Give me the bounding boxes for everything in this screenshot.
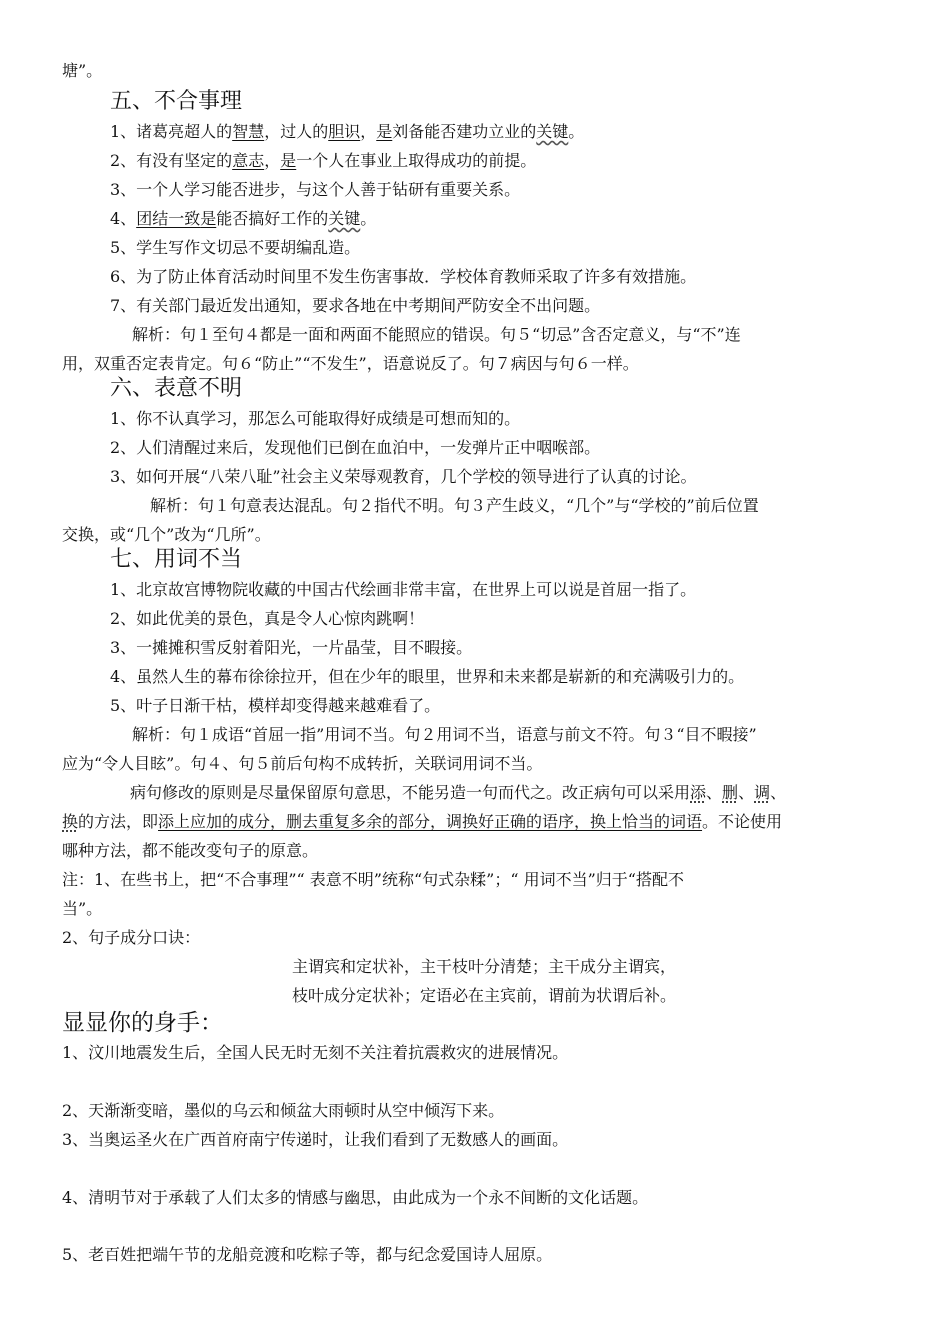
s7-item-2: 2、如此优美的景色，真是令人心惊肉跳啊！	[110, 609, 425, 628]
section-heading-6: 六、表意不明	[110, 376, 243, 401]
section-heading-7: 七、用词不当	[110, 547, 243, 572]
s7-item-3: 3、一摊摊积雪反射着阳光，一片晶莹，目不暇接。	[110, 638, 473, 657]
s6-analysis-line-2: 交换，或“几个”改为“几所”。	[62, 525, 271, 544]
s7-item-1: 1、北京故宫博物院收藏的中国古代绘画非常丰富，在世界上可以说是首屈一指了。	[110, 580, 697, 599]
exercise-question-2: 2、天渐渐变暗，墨似的乌云和倾盆大雨顿时从空中倾泻下来。	[62, 1101, 505, 1120]
exercise-question-1: 1、汶川地震发生后，全国人民无时无刻不关注着抗震救灾的进展情况。	[62, 1043, 569, 1062]
s6-item-3: 3、如何开展“八荣八耻”社会主义荣辱观教育，几个学校的领导进行了认真的讨论。	[110, 467, 697, 486]
s5-item-6: 6、为了防止体育活动时间里不发生伤害事故．学校体育教师采取了许多有效措施。	[110, 267, 697, 286]
s6-item-2: 2、人们清醒过来后，发现他们已倒在血泊中，一发弹片正中咽喉部。	[110, 438, 601, 457]
s6-item-1: 1、你不认真学习，那怎么可能取得好成绩是可想而知的。	[110, 409, 521, 428]
principle-line-2: 换的方法，即添上应加的成分，删去重复多余的部分，调换好正确的语序，换上恰当的词语。不论使用	[62, 812, 783, 831]
note-1-line-2: 当”。	[62, 899, 103, 918]
s7-analysis-line-2: 应为“令人目眩”。句４、句５前后句构不成转折，关联词用词不当。	[62, 754, 543, 773]
s5-item-5: 5、学生写作文切忌不要胡编乱造。	[110, 238, 361, 257]
rhyme-line-2: 枝叶成分定状补；定语必在主宾前，谓前为状谓后补。	[292, 986, 677, 1005]
rhyme-line-1: 主谓宾和定状补，主干枝叶分清楚；主干成分主谓宾，	[292, 957, 677, 976]
s5-item-3: 3、一个人学习能否进步，与这个人善于钻研有重要关系。	[110, 180, 521, 199]
s5-item-4: 4、团结一致是能否搞好工作的关键。	[110, 209, 377, 228]
s5-item-7: 7、有关部门最近发出通知，要求各地在中考期间严防安全不出问题。	[110, 296, 601, 315]
section-heading-5: 五、不合事理	[110, 89, 243, 114]
s7-item-4: 4、虽然人生的幕布徐徐拉开，但在少年的眼里，世界和未来都是崭新的和充满吸引力的。	[110, 667, 745, 686]
exercise-question-4: 4、清明节对于承载了人们太多的情感与幽思，由此成为一个永不间断的文化话题。	[62, 1188, 649, 1207]
note-2: 2、句子成分口诀：	[62, 928, 201, 947]
continued-text: 塘”。	[62, 61, 103, 80]
s7-analysis-line-1: 解析：句１成语“首屈一指”用词不当。句２用词不当，语意与前文不符。句３“目不暇接”	[132, 725, 757, 744]
note-1-line-1: 注：1、在些书上，把“不合事理”“ 表意不明”统称“句式杂糅”；“ 用词不当”归于“搭配不	[62, 870, 684, 889]
s6-analysis-line-1: 解析：句１句意表达混乱。句２指代不明。句３产生歧义，“几个”与“学校的”前后位置	[150, 496, 759, 515]
s5-analysis-line-1: 解析：句１至句４都是一面和两面不能照应的错误。句５“切忌”含否定意义，与“不”连	[132, 325, 741, 344]
principle-line-3: 哪种方法，都不能改变句子的原意。	[62, 841, 319, 860]
s5-analysis-line-2: 用，双重否定表肯定。句６“防止”“不发生”，语意说反了。句７病因与句６一样。	[62, 354, 639, 373]
s5-item-2: 2、有没有坚定的意志，是一个人在事业上取得成功的前提。	[110, 151, 537, 170]
exercise-question-3: 3、当奥运圣火在广西首府南宁传递时，让我们看到了无数感人的画面。	[62, 1130, 569, 1149]
principle-line-1: 病句修改的原则是尽量保留原句意思，不能另造一句而代之。改正病句可以采用添、删、调、	[130, 783, 787, 802]
s7-item-5: 5、叶子日渐干枯，模样却变得越来越难看了。	[110, 696, 441, 715]
s5-item-1: 1、诸葛亮超人的智慧，过人的胆识，是刘备能否建功立业的关键。	[110, 122, 585, 141]
exercise-question-5: 5、老百姓把端午节的龙船竞渡和吃粽子等，都与纪念爱国诗人屈原。	[62, 1245, 553, 1264]
exercise-title: 显显你的身手：	[62, 1010, 223, 1036]
